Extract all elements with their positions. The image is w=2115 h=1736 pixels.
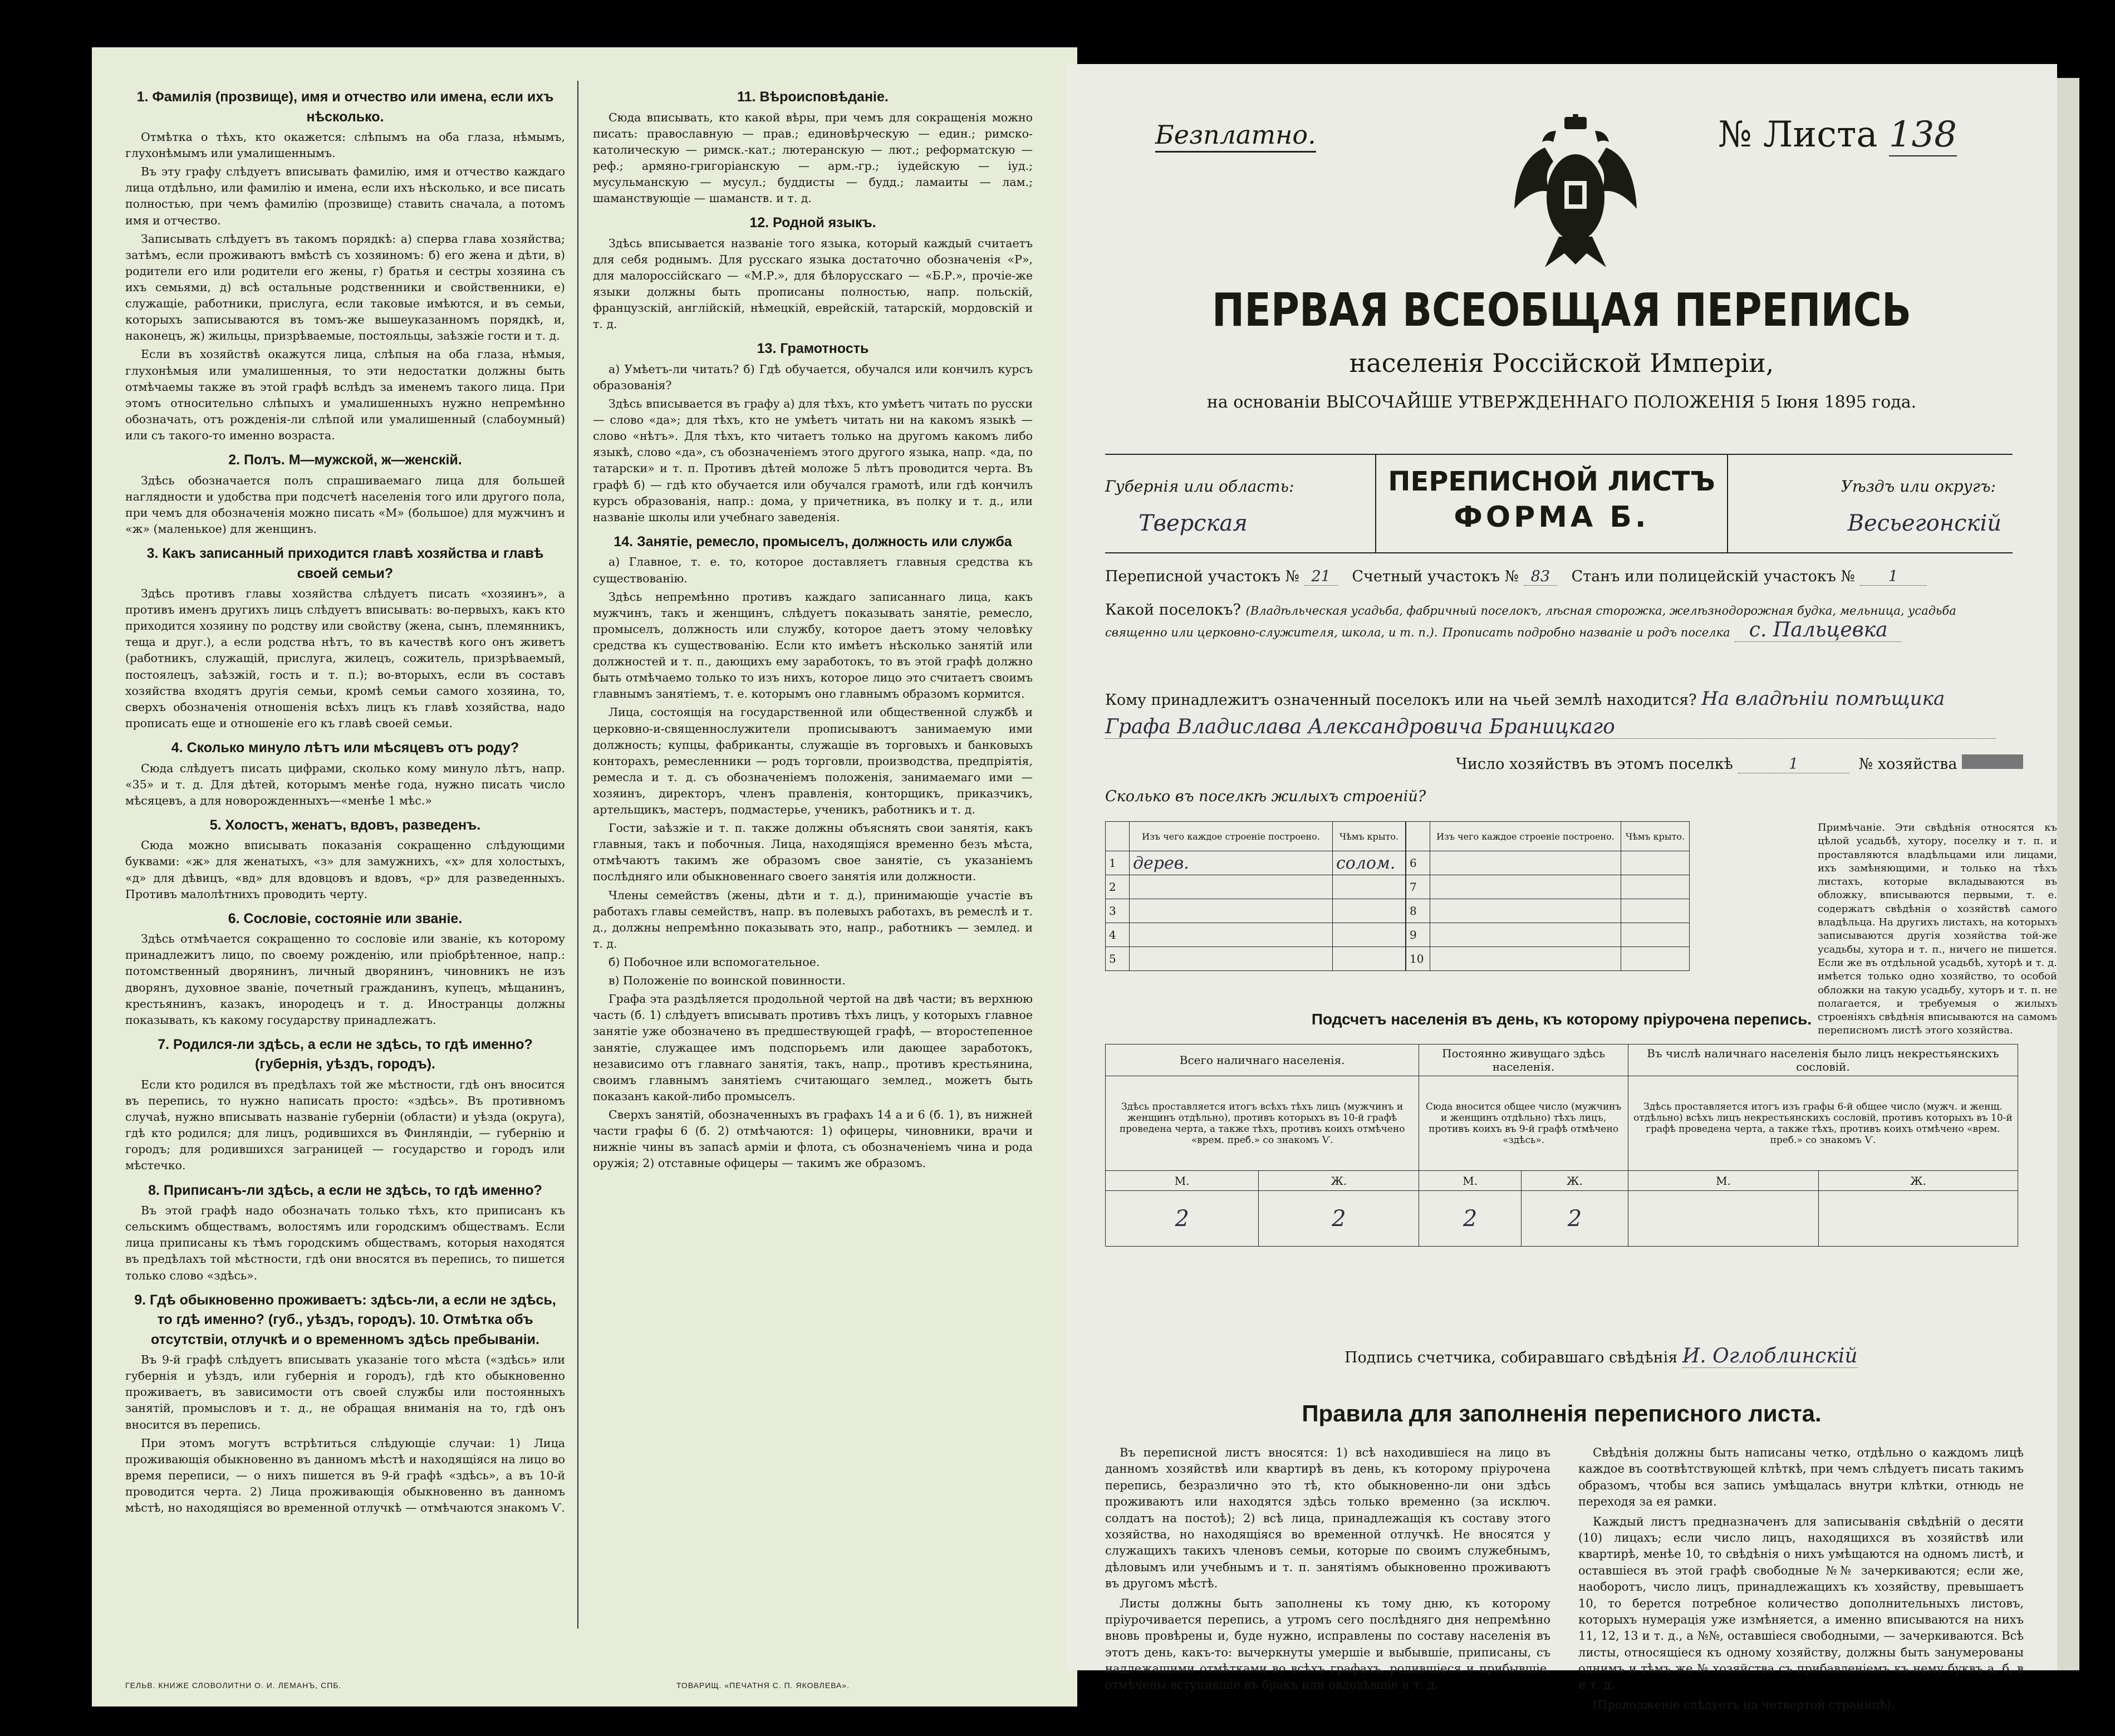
settlement-label: Какой поселокъ? bbox=[1105, 601, 1241, 619]
owner-value-line-1[interactable]: На владѣніи помѣщика bbox=[1701, 688, 1945, 710]
instruction-paragraph: Сюда вписывать, кто какой вѣры, при чемъ для сокращенія можно писать: православную — прав.; единовѣрческую — един.; римско-католическую — римск.-кат.; лютеранскую — лют.; реформатскую — реф.; армяно-григоріанскую — арм.-гр.; іудейскую — іуд.; мусульманскую — мусул.; буддисты — будд.; ламаиты — лам.; шаманствующіе — шаманств. и т. д. bbox=[593, 110, 1033, 205]
enumerator-signature[interactable]: И. Оглоблинскій bbox=[1682, 1345, 1858, 1367]
building-row-number: 5 bbox=[1106, 947, 1130, 971]
col-what-built: Изъ чего каждое строеніе построено. bbox=[1130, 822, 1333, 851]
count-area-value[interactable]: 83 bbox=[1524, 568, 1557, 586]
sheet-number bbox=[1718, 114, 1957, 155]
building-roof[interactable] bbox=[1332, 899, 1405, 923]
column-divider bbox=[577, 81, 578, 1629]
district-value[interactable]: Весьегонскій bbox=[1847, 511, 2001, 536]
building-roof[interactable] bbox=[1621, 947, 1690, 971]
police-area-value[interactable]: 1 bbox=[1860, 568, 1927, 586]
household-number-label: № хозяйства bbox=[1858, 756, 1957, 773]
instruction-paragraph: Отмѣтка о тѣхъ, кто окажется: слѣпымъ на оба глаза, нѣмымъ, глухонѣмымъ или умалишеннымъ. bbox=[125, 130, 565, 160]
pop-total-female[interactable]: 2 bbox=[1259, 1191, 1419, 1247]
col-what-built: Изъ чего каждое строеніе построено. bbox=[1430, 822, 1621, 851]
census-area-value[interactable]: 21 bbox=[1304, 568, 1338, 586]
building-row bbox=[1406, 875, 1690, 899]
building-row bbox=[1106, 947, 1406, 971]
rule-paragraph: Въ переписной листъ вносятся: 1) всѣ находившіеся на лицо въ данномъ хозяйствѣ или квартирѣ въ день, къ которому пріурочена перепись, безразлично это тѣ, кто обыкновенно-ли они здѣсь проживаютъ или находятся здѣсь только временно (за исключ. солдатъ на постоѣ); 2) всѣ лица, принадлежащія къ составу этого хозяйства, но находящіяся во временной отлучкѣ. Не вносятся у служащихъ такихъ членовъ семьи, которые по своимъ служебнымъ, дѣловымъ или учебнымъ и т. п. занятіямъ обыкновенно проживаютъ въ другомъ мѣстѣ. bbox=[1105, 1446, 1550, 1591]
enumerator-label: Подпись счетчика, собиравшаго свѣдѣнія bbox=[1344, 1349, 1678, 1366]
census-form-page bbox=[1066, 64, 2057, 1712]
instructions-column-2 bbox=[593, 81, 1033, 1174]
building-roof[interactable] bbox=[1621, 923, 1690, 947]
pop-nonpeasant-female[interactable] bbox=[1819, 1191, 2018, 1247]
pop-male-header: М. bbox=[1106, 1171, 1259, 1191]
pop-female-header: Ж. bbox=[1259, 1171, 1419, 1191]
pop-header-nonpeasant: Въ числѣ наличнаго населенія было лицъ некрестьянскихъ сословій. bbox=[1628, 1044, 2018, 1076]
form-legal-basis: на основаніи ВЫСОЧАЙШЕ УТВЕРЖДЕННАГО ПОЛОЖЕНІЯ 5 Іюня 1895 года. bbox=[1206, 393, 1917, 412]
building-row bbox=[1406, 851, 1690, 875]
pop-desc-resident: Сюда вносится общее число (мужчинъ и женщинъ отдѣльно) тѣхъ лицъ, противъ коихъ въ 9-й графѣ отмѣчено «здѣсь». bbox=[1419, 1076, 1628, 1171]
population-count-title: Подсчетъ населенія въ день, къ которому пріурочена перепись. bbox=[1311, 1011, 1812, 1028]
building-row bbox=[1406, 923, 1690, 947]
buildings-table-left bbox=[1105, 821, 1406, 971]
form-header-band bbox=[1105, 454, 2013, 553]
building-row-number: 1 bbox=[1106, 851, 1130, 875]
building-material[interactable] bbox=[1130, 947, 1333, 971]
col-roof: Чѣмъ крыто. bbox=[1621, 822, 1690, 851]
building-material[interactable] bbox=[1430, 875, 1621, 899]
building-row-number: 2 bbox=[1106, 875, 1130, 899]
instruction-heading: 5. Холостъ, женатъ, вдовъ, разведенъ. bbox=[209, 817, 481, 833]
instruction-paragraph: а) Главное, т. е. то, которое доставляетъ главныя средства къ существованію. bbox=[593, 555, 1033, 585]
household-number-redaction bbox=[1962, 754, 2023, 769]
pop-header-total: Всего наличнаго населенія. bbox=[1106, 1044, 1419, 1076]
instruction-paragraph: Въ этой графѣ надо обозначать только тѣхъ, кто приписанъ къ сельскимъ обществамъ, волостямъ или городскимъ обществамъ. Если лица приписаны къ тѣмъ городскимъ обществамъ, которыя находятся въ предѣлахъ той мѣстности, гдѣ они вносятся въ перепись, то пишется только слово «здѣсь». bbox=[125, 1204, 565, 1282]
building-material[interactable] bbox=[1130, 899, 1333, 923]
building-roof[interactable]: солом. bbox=[1332, 851, 1405, 875]
rule-paragraph: Свѣдѣнія должны быть написаны четко, отдѣльно о каждомъ лицѣ каждое въ соотвѣтствующей клѣткѣ, при чемъ слѣдуетъ писать такимъ образомъ, чтобы вся запись умѣщалась внутри клѣтки, отнюдь не переходя за ея рамки. bbox=[1578, 1446, 2024, 1509]
pop-header-resident: Постоянно живущаго здѣсь населенія. bbox=[1419, 1044, 1628, 1076]
buildings-label: Сколько въ поселкѣ жилыхъ строеній? bbox=[1105, 788, 1426, 805]
pop-desc-nonpeasant: Здѣсь проставляется итогъ изъ графы 6-й общее число (мужч. и женщ. отдѣльно) всѣхъ лицъ некрестьянскихъ сословій, противъ которыхъ въ 10-й графѣ проведена черта, а также тѣхъ, противъ коихъ отмѣчено «врем. преб.» со знакомъ Ѵ. bbox=[1628, 1076, 2018, 1171]
rules-column-left bbox=[1105, 1445, 1550, 1697]
building-material[interactable] bbox=[1430, 947, 1621, 971]
instruction-heading: 12. Родной языкъ. bbox=[749, 215, 876, 231]
col-roof: Чѣмъ крыто. bbox=[1332, 822, 1405, 851]
building-material[interactable] bbox=[1430, 899, 1621, 923]
building-roof[interactable] bbox=[1332, 875, 1405, 899]
building-material[interactable]: дерев. bbox=[1130, 851, 1333, 875]
population-table bbox=[1105, 1044, 2018, 1247]
building-row-number: 10 bbox=[1406, 947, 1430, 971]
owner-label: Кому принадлежитъ означенный поселокъ или на чьей землѣ находится? bbox=[1105, 692, 1697, 709]
instruction-heading: 2. Полъ. М—мужской, ж—женскій. bbox=[228, 452, 462, 468]
instruction-paragraph: б) Побочное или вспомогательное. bbox=[609, 955, 820, 969]
building-row bbox=[1106, 923, 1406, 947]
sheet-number-value: 138 bbox=[1888, 114, 1957, 155]
pop-total-male[interactable]: 2 bbox=[1106, 1191, 1259, 1247]
building-row-number: 9 bbox=[1406, 923, 1430, 947]
instruction-heading: 3. Какъ записанный приходится главѣ хозяйства и главѣ своей семьи? bbox=[146, 546, 544, 581]
instruction-paragraph: Въ 9-й графѣ слѣдуетъ вписывать указаніе того мѣста («здѣсь» или губернія и уѣздъ, или губернія и городъ), гдѣ кто обыкновенно проживаетъ, въ зависимости отъ своей службы или постоянныхъ занятій, промысловъ и т. д., не обращая вниманія на то, гдѣ онъ вносится въ перепись. bbox=[125, 1353, 565, 1431]
instruction-paragraph: Если въ хозяйствѣ окажутся лица, слѣпыя на оба глаза, нѣмыя, глухонѣмыя или умалишенныя, то эти недостатки должны быть отмѣчаемы также въ этой графѣ вслѣдъ за именемъ такого лица. При этомъ относительно слѣпыхъ и умалишенныхъ нужно непремѣнно обозначать, отъ рожденія-ли слѣпой или умалишенный (слабоумный) или съ такого-то именно возраста. bbox=[125, 347, 565, 442]
printer-imprint-right: ТОВАРИЩ. «ПЕЧАТНЯ С. П. ЯКОВЛЕВА». bbox=[676, 1681, 850, 1690]
instruction-paragraph: Гости, заѣзжіе и т. п. также должны объяснять свои занятія, какъ главныя, такъ и побочныя. Лица, находящіяся временно безъ мѣста, отмѣчаютъ такимъ же образомъ свое занятіе, съ указаніемъ послѣдняго или обыкновеннаго своего занятія или должности. bbox=[593, 821, 1033, 884]
form-title: ПЕРЕПИСНОЙ ЛИСТЪ bbox=[1388, 466, 1715, 497]
form-code: ФОРМА Б. bbox=[1454, 501, 1650, 534]
instructions-column-1 bbox=[125, 81, 565, 1518]
police-area-label: Станъ или полицейскій участокъ № bbox=[1571, 568, 1856, 585]
building-row-number: 3 bbox=[1106, 899, 1130, 923]
paper-stack-edge bbox=[2057, 78, 2079, 1670]
building-material[interactable] bbox=[1430, 851, 1621, 875]
instruction-heading: 13. Грамотность bbox=[757, 341, 869, 357]
province-value[interactable]: Тверская bbox=[1139, 511, 1248, 536]
building-roof[interactable] bbox=[1332, 947, 1405, 971]
pop-nonpeasant-male[interactable] bbox=[1628, 1191, 1818, 1247]
instruction-paragraph: Здѣсь вписывается названіе того языка, который каждый считаетъ для себя роднымъ. Для русскаго языка достаточно обозначенія «Р», для малороссійскаго — «М.Р.», для бѣлорусскаго — «Б.Р.», прочіе-же языки должны быть прописаны полностью, напр. польскій, французскій, англійскій, нѣмецкій, еврейскій, татарскій, мордовскій и т. д. bbox=[593, 236, 1033, 331]
households-row bbox=[1456, 754, 2023, 773]
building-row bbox=[1106, 899, 1406, 923]
building-material[interactable] bbox=[1430, 923, 1621, 947]
buildings-table-wrap bbox=[1105, 821, 1690, 971]
settlement-value[interactable]: с. Пальцевка bbox=[1735, 619, 1902, 642]
instruction-heading: 8. Приписанъ-ли здѣсь, а если не здѣсь, то гдѣ именно? bbox=[148, 1182, 542, 1198]
owner-value-line-2[interactable]: Графа Владислава Александровича Браницкаго bbox=[1105, 715, 1996, 739]
instruction-paragraph: а) Умѣетъ-ли читать? б) Гдѣ обучается, обучался или кончилъ курсъ образованія? bbox=[593, 362, 1033, 392]
pop-resident-male[interactable]: 2 bbox=[1419, 1191, 1522, 1247]
instruction-paragraph: Въ эту графу слѣдуетъ вписывать фамилію, имя и отчество каждаго лица отдѣльно, или фамилію и имена, если ихъ нѣсколько, и все писать полностью, при чемъ фамилію (прозвище) ставить сначала, а потомъ имя и отчество. bbox=[125, 165, 565, 227]
pop-female-header: Ж. bbox=[1521, 1171, 1628, 1191]
settlement-hint-2: Прописать подробно названіе и родъ поселка bbox=[1442, 626, 1730, 639]
rule-paragraph: (Продолженіе слѣдуетъ на четвертой страницѣ). bbox=[1593, 1698, 1895, 1712]
form-main-title: ПЕРВАЯ ВСЕОБЩАЯ ПЕРЕПИСЬ bbox=[1211, 284, 1912, 337]
instruction-paragraph: Графа эта раздѣляется продольной чертой на двѣ части; въ верхнюю часть (б. 1) слѣдуетъ вписывать противъ тѣхъ лицъ, у которыхъ главное занятіе уже обозначено въ предшествующей графѣ, — второстепенное занятіе, служащее имъ подспорьемъ или дающее заработокъ, независимо отъ главнаго занятія, такъ, напр., противъ крестьянина, своимъ главнымъ занятіемъ считающаго землед., можетъ быть показанъ какой-либо промыселъ. bbox=[593, 992, 1033, 1103]
instruction-paragraph: Записывать слѣдуетъ въ такомъ порядкѣ: а) сперва глава хозяйства; затѣмъ, если проживаютъ вмѣстѣ съ хозяиномъ: б) его жена и дѣти, в) родители его или родители его жены, г) братья и сестры хозяина съ ихъ семьями, д) всѣ остальные родственники и свойственники, е) служащіе, работники, прислуга, если таковые имѣются, и въ семьи, которыхъ записываются въ томъ-же вышеуказанномъ порядкѣ, и, наконецъ, ж) жильцы, призрѣваемые, постояльцы, заѣзжіе гости и т. д. bbox=[125, 232, 565, 343]
building-material[interactable] bbox=[1130, 875, 1333, 899]
instruction-paragraph: Здѣсь противъ главы хозяйства слѣдуетъ писать «хозяинъ», а противъ именъ другихъ лицъ слѣдуетъ вписывать: во-первыхъ, какъ кто приходится хозяину по родству или свойству (жена, сынъ, племянникъ, теща и друг.), а если родства нѣтъ, то въ качествѣ кого онъ живетъ (работникъ, служащій, прислуга, жилецъ, сожитель, призрѣваемый, постоялецъ, заѣзжій, гость и т. п.); во-вторыхъ, если въ составъ хозяйства входятъ другія семьи, кромѣ семьи самого хозяина, то, сверхъ обозначенія отношенія всѣхъ лицъ къ главѣ хозяйства, надо прописать еще и отношеніе его къ главѣ своей семьи. bbox=[125, 587, 565, 730]
rules-title: Правила для заполненія переписного листа. bbox=[1302, 1400, 1822, 1426]
instruction-paragraph: Здѣсь непремѣнно противъ каждаго записаннаго лица, какъ мужчинъ, такъ и женщинъ, слѣдуетъ показывать занятіе, ремесло, промыселъ, должность или службу, которое даетъ этому человѣку средства къ существованію. Если кто имѣетъ нѣсколько занятій или должностей и т. п., дающихъ ему заработокъ, то въ этой графѣ должно быть отмѣчаемо только то изъ нихъ, которое лицо это считаетъ своимъ главнымъ занятіемъ, т. е. которымъ оно главнымъ образомъ кормится. bbox=[593, 590, 1033, 701]
building-material[interactable] bbox=[1130, 923, 1333, 947]
households-label: Число хозяйствъ въ этомъ поселкѣ bbox=[1456, 756, 1733, 773]
instruction-heading: 1. Фамилія (прозвище), имя и отчество или имена, если ихъ нѣсколько. bbox=[136, 89, 554, 125]
form-title-box bbox=[1375, 455, 1728, 552]
buildings-table-right bbox=[1406, 821, 1690, 971]
pop-female-header: Ж. bbox=[1819, 1171, 2018, 1191]
count-area-label: Счетный участокъ № bbox=[1352, 568, 1519, 585]
form-subtitle: населенія Россійской Имперіи, bbox=[1349, 348, 1774, 378]
free-label: Безплатно. bbox=[1155, 120, 1316, 153]
instruction-paragraph: в) Положеніе по воинской повинности. bbox=[609, 974, 846, 988]
owner-row bbox=[1105, 688, 1945, 710]
building-row bbox=[1406, 947, 1690, 971]
building-row-number: 7 bbox=[1406, 875, 1430, 899]
pop-resident-female[interactable]: 2 bbox=[1521, 1191, 1628, 1247]
district-label: Уѣздъ или округъ: bbox=[1841, 477, 1996, 496]
census-area-label: Переписной участокъ № bbox=[1105, 568, 1300, 585]
rules-column-right bbox=[1578, 1445, 2024, 1717]
province-label: Губернія или область: bbox=[1105, 477, 1294, 496]
settlement-hint: (Владѣльческая усадьба, фабричный поселокъ, лѣсная сторожка, желѣзнодорожная будка, мельница, усадьба священно или церковно-служителя, школа, и т. п.). bbox=[1105, 604, 1956, 639]
areas-row bbox=[1105, 568, 1927, 586]
instruction-paragraph: Сверхъ занятій, обозначенныхъ въ графахъ 14 а и 6 (б. 1), въ нижней части графы 6 (б. 2) отмѣчаются: 1) офицеры, чиновники, врачи и нижніе чины въ запасѣ арміи и флота, съ обозначеніемъ чина и рода оружія; 2) отставные офицеры — такимъ же образомъ. bbox=[593, 1108, 1033, 1170]
instruction-heading: 6. Сословіе, состояніе или званіе. bbox=[228, 910, 463, 926]
building-row bbox=[1406, 899, 1690, 923]
building-row-number: 4 bbox=[1106, 923, 1130, 947]
building-row bbox=[1106, 851, 1406, 875]
building-row bbox=[1106, 875, 1406, 899]
instruction-paragraph: Здѣсь вписывается въ графу а) для тѣхъ, кто умѣетъ читать по русски — слово «да»; для тѣхъ, кто не умѣетъ читать ни на какомъ языкѣ — слово «нѣтъ». Для тѣхъ, кто читаетъ только на другомъ какомъ либо языкѣ, слово «да», съ обозначеніемъ этого другого языка, напр. «да, по татарски» и т. п. Противъ дѣтей моложе 5 лѣтъ проводится черта. Въ графѣ б) — гдѣ кто обучается или обучался грамотѣ, или гдѣ кончилъ курсъ образованія, напр.: дома, у причетника, въ полку и т. д., или названіе школы или учебнаго заведенія. bbox=[593, 397, 1033, 524]
building-row-number: 6 bbox=[1406, 851, 1430, 875]
instruction-paragraph: Лица, состоящія на государственной или общественной службѣ и церковно-и-священнослужители прописываютъ занимаемую ими должность; купцы, фабриканты, служащіе въ торговыхъ и банковыхъ конторахъ, ремесленники — родъ торговли, производства, предпріятія, ремесла и т. д. съ обозначеніемъ положенія, занимаемаго ими — хозяинъ, директоръ, членъ правленія, конторщикъ, приказчикъ, артельщикъ, мастеръ, подмастерье, ученикъ, работникъ и т. д. bbox=[593, 705, 1033, 817]
double-headed-eagle-icon bbox=[1512, 114, 1640, 270]
instruction-heading: 4. Сколько минуло лѣтъ или мѣсяцевъ отъ роду? bbox=[171, 740, 519, 756]
households-value[interactable]: 1 bbox=[1738, 756, 1849, 773]
instruction-heading: 14. Занятіе, ремесло, промыселъ, должность или служба bbox=[614, 533, 1012, 550]
building-roof[interactable] bbox=[1621, 851, 1690, 875]
instruction-heading: 11. Вѣроисповѣданіе. bbox=[737, 89, 889, 105]
rule-paragraph: Каждый листъ предназначенъ для записыванія свѣдѣній о десяти (10) лицахъ; если число лицъ, находящихся въ хозяйствѣ или квартирѣ, менѣе 10, то свѣдѣнія о нихъ умѣщаются на одномъ листѣ, и оставшіеся въ этой графѣ свободные №№ зачеркиваются; если же, наоборотъ, число лицъ, принадлежащихъ къ хозяйству, превышаетъ 10, то берется потребное количество дополнительныхъ листовъ, которыхъ нумерація уже измѣняется, а именно вписываются на нихъ 11, 12, 13 и т. д., а №№, оставшіеся свободными, — зачеркиваются. Всѣ листы, относящіеся къ одному хозяйству, должны быть занумерованы однимъ и тѣмъ же № хозяйства съ прибавленіемъ къ нему буквъ а, б, в и т. д. bbox=[1578, 1514, 2024, 1692]
instruction-paragraph: Сюда слѣдуетъ писать цифрами, сколько кому минуло лѣтъ, напр. «35» и т. д. Для дѣтей, которымъ менѣе года, нужно писать число мѣсяцевъ, а для новорожденныхъ—«менѣе 1 мѣс.» bbox=[125, 761, 565, 807]
left-page-instructions bbox=[92, 47, 1077, 1706]
pop-male-header: М. bbox=[1628, 1171, 1818, 1191]
instruction-paragraph: Сюда можно вписывать показанія сокращенно слѣдующими буквами: «ж» для женатыхъ, «з» для замужнихъ, «х» для холостыхъ, «д» для дѣвицъ, «вд» для вдовцовъ и вдовъ, «р» для разведенныхъ. Противъ малолѣтнихъ проводить черту. bbox=[125, 838, 565, 901]
instruction-paragraph: Если кто родился въ предѣлахъ той же мѣстности, гдѣ онъ вносится въ перепись, то нужно написать просто: «здѣсь». Въ противномъ случаѣ, нужно вписывать названіе губерніи (области) и уѣзда (округа), гдѣ кто родился; для лицъ, родившихся въ Финляндіи, — губернію и городъ; для родившихся заграницей — государство и городъ или мѣстечко. bbox=[125, 1077, 565, 1173]
instruction-paragraph: Члены семействъ (жены, дѣти и т. д.), принимающіе участіе въ работахъ главы семействъ, напр. въ полевыхъ работахъ, въ ремеслѣ и т. д., должны непремѣнно показывать это, напр., работникъ — землед. и т. д. bbox=[593, 888, 1033, 950]
printer-imprint-left: ГЕЛЬВ. КНИЖЕ СЛОВОЛИТНИ О. И. ЛЕМАНЪ, СПБ. bbox=[125, 1681, 342, 1690]
instruction-paragraph: При этомъ могутъ встрѣтиться слѣдующіе случаи: 1) Лица проживающія обыкновенно въ данномъ мѣстѣ и находящіяся на лицо во время переписи, — о нихъ пишется въ 9-й графѣ «здѣсь», а въ 10-й проводится черта. 2) Лица проживающія обыкновенно въ данномъ мѣстѣ, но находящіяся во временной отлучкѣ — отмѣчаются знакомъ Ѵ. bbox=[125, 1436, 565, 1515]
buildings-note: Примѣчаніе. Эти свѣдѣнія относятся къ цѣлой усадьбѣ, хутору, поселку и т. п. и проставляются владѣльцами или лицами, ихъ замѣняющими, и только на тѣхъ листахъ, которые вкладываются въ обложку, вписываются первыми, т. е. содержатъ свѣдѣнія о хозяйствѣ самого владѣльца. На другихъ листахъ, на которыхъ записываются другія хозяйства той-же усадьбы, хутора и т. п., ничего не пишется. Если же въ отдѣльной усадьбѣ, хуторѣ и т. д. имѣется только одно хозяйство, то особой обложки на такую усадьбу, хуторъ и т. п. не полагается, и требуемыя о жилыхъ строеніяхъ свѣдѣнія вписываются на самомъ переписномъ листѣ этого хозяйства. bbox=[1818, 822, 2057, 1037]
enumerator-row bbox=[1344, 1345, 1858, 1368]
instruction-heading: 9. Гдѣ обыкновенно проживаетъ: здѣсь-ли, а если не здѣсь, то гдѣ именно? (губ., уѣздъ, городъ). 10. Отмѣтка объ отсутствіи, отлучкѣ и о временномъ здѣсь пребываніи. bbox=[134, 1292, 556, 1347]
sheet-number-label: № Листа bbox=[1718, 114, 1878, 155]
building-roof[interactable] bbox=[1621, 899, 1690, 923]
settlement-row bbox=[1105, 601, 2007, 642]
instruction-paragraph: Здѣсь отмѣчается сокращенно то сословіе или званіе, къ которому принадлежитъ лицо, по своему рожденію, или пріобрѣтенное, напр.: потомственный дворянинъ, личный дворянинъ, чиновникъ не изъ дворянъ, духовное званіе, почетный гражданинъ, купецъ, мѣщанинъ, крестьянинъ, казакъ, инородецъ и т. д. Иностранцы должны показывать, къ какому государству принадлежатъ. bbox=[125, 932, 565, 1027]
instruction-paragraph: Здѣсь обозначается полъ спрашиваемаго лица для большей наглядности и удобства при подсчетѣ населенія того или другого пола, при чемъ для обозначенія можно писать «М» (большое) для мужчинъ и «ж» (маленькое) для женщинъ. bbox=[125, 473, 565, 536]
pop-male-header: М. bbox=[1419, 1171, 1522, 1191]
building-roof[interactable] bbox=[1332, 923, 1405, 947]
rule-paragraph: Листы должны быть заполнены къ тому дню, къ которому пріурочивается перепись, а утромъ сего послѣдняго дня непремѣнно вновь провѣрены и, буде нужно, исправлены по составу населенія въ этотъ день, какъ-то: вычеркнуты умершіе и выбывшіе, приписаны, съ надлежащими отмѣтками во всѣхъ графахъ, родившіеся и прибывшіе, отмѣчены вступившіе въ бракъ или овдовѣвшіе и т. д. bbox=[1105, 1596, 1550, 1692]
building-row-number: 8 bbox=[1406, 899, 1430, 923]
pop-desc-total: Здѣсь проставляется итогъ всѣхъ тѣхъ лицъ (мужчинъ и женщинъ отдѣльно), противъ которыхъ въ 10-й графѣ проведена черта, а также тѣхъ, противъ коихъ отмѣчено «врем. преб.» со знакомъ Ѵ. bbox=[1106, 1076, 1419, 1171]
building-roof[interactable] bbox=[1621, 875, 1690, 899]
instruction-heading: 7. Родился-ли здѣсь, а если не здѣсь, то гдѣ именно? (губернія, уѣздъ, городъ). bbox=[158, 1036, 533, 1072]
